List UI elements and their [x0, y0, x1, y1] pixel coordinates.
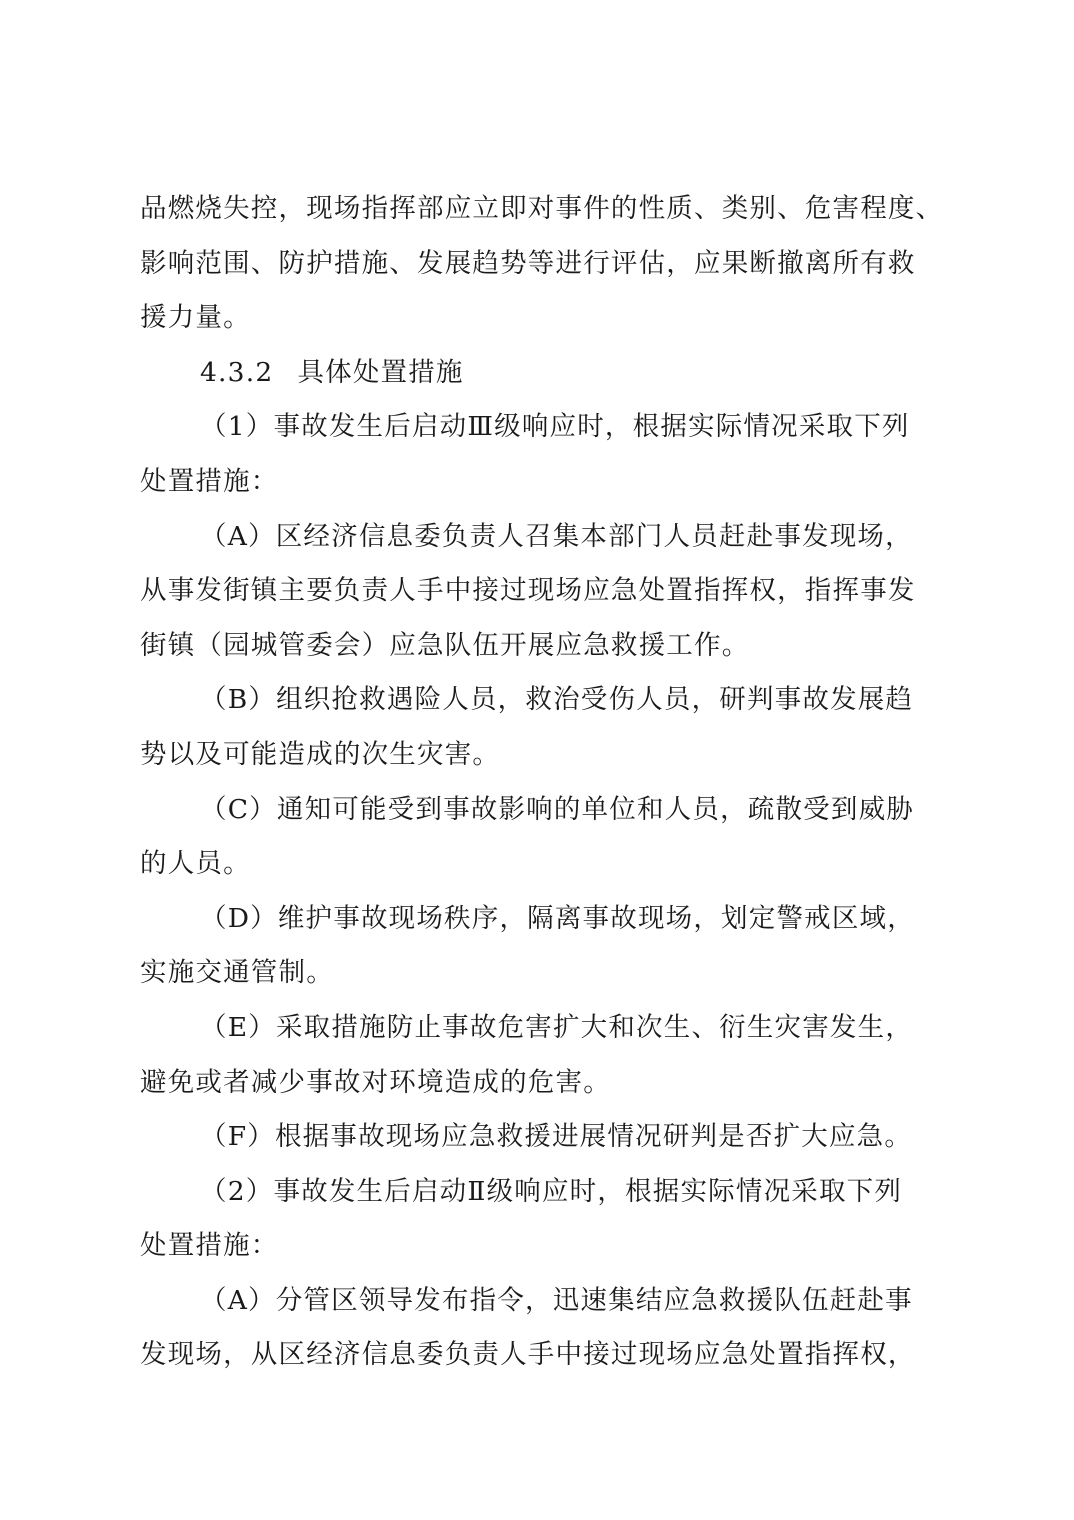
document-page — [140, 182, 944, 1383]
text-line: （1）事故发生后启动Ⅲ级响应时，根据实际情况采取下列 — [200, 411, 910, 443]
text-line: 势以及可能造成的次生灾害。 — [140, 738, 501, 770]
text-line: （F）根据事故现场应急救援进展情况研判是否扩大应急。 — [200, 1121, 913, 1153]
text-line: （2）事故发生后启动Ⅱ级响应时，根据实际情况采取下列 — [200, 1175, 903, 1207]
text-line: 发现场，从区经济信息委负责人手中接过现场应急处置指挥权， — [140, 1339, 916, 1371]
text-line: 从事发街镇主要负责人手中接过现场应急处置指挥权，指挥事发 — [140, 575, 916, 607]
text-line: （B）组织抢救遇险人员，救治受伤人员，研判事故发展趋 — [200, 684, 914, 716]
text-line: 避免或者减少事故对环境造成的危害。 — [140, 1066, 611, 1098]
text-line: （A）分管区领导发布指令，迅速集结应急救援队伍赶赴事 — [200, 1284, 913, 1316]
text-line: （E）采取措施防止事故危害扩大和次生、衍生灾害发生， — [200, 1011, 914, 1043]
section-number: 4.3.2 — [200, 356, 274, 388]
text-line: 影响范围、防护措施、发展趋势等进行评估，应果断撤离所有救 — [140, 247, 916, 279]
text-line: 的人员。 — [140, 848, 251, 880]
text-line: 实施交通管制。 — [140, 957, 334, 989]
section-title: 具体处置措施 — [297, 356, 464, 388]
text-line: 品燃烧失控，现场指挥部应立即对事件的性质、类别、危害程度、 — [140, 193, 944, 224]
text-line: 处置措施： — [140, 1230, 279, 1262]
text-line: 援力量。 — [140, 302, 251, 334]
text-line: 街镇（园城管委会）应急队伍开展应急救援工作。 — [140, 629, 750, 661]
text-line: （D）维护事故现场秩序，隔离事故现场，划定警戒区域， — [200, 902, 915, 934]
text-line: （C）通知可能受到事故影响的单位和人员，疏散受到威胁 — [200, 793, 914, 825]
section-heading — [140, 346, 940, 401]
text-line: （A）区经济信息委负责人召集本部门人员赶赴事发现场， — [200, 520, 913, 552]
text-line: 处置措施： — [140, 465, 279, 497]
